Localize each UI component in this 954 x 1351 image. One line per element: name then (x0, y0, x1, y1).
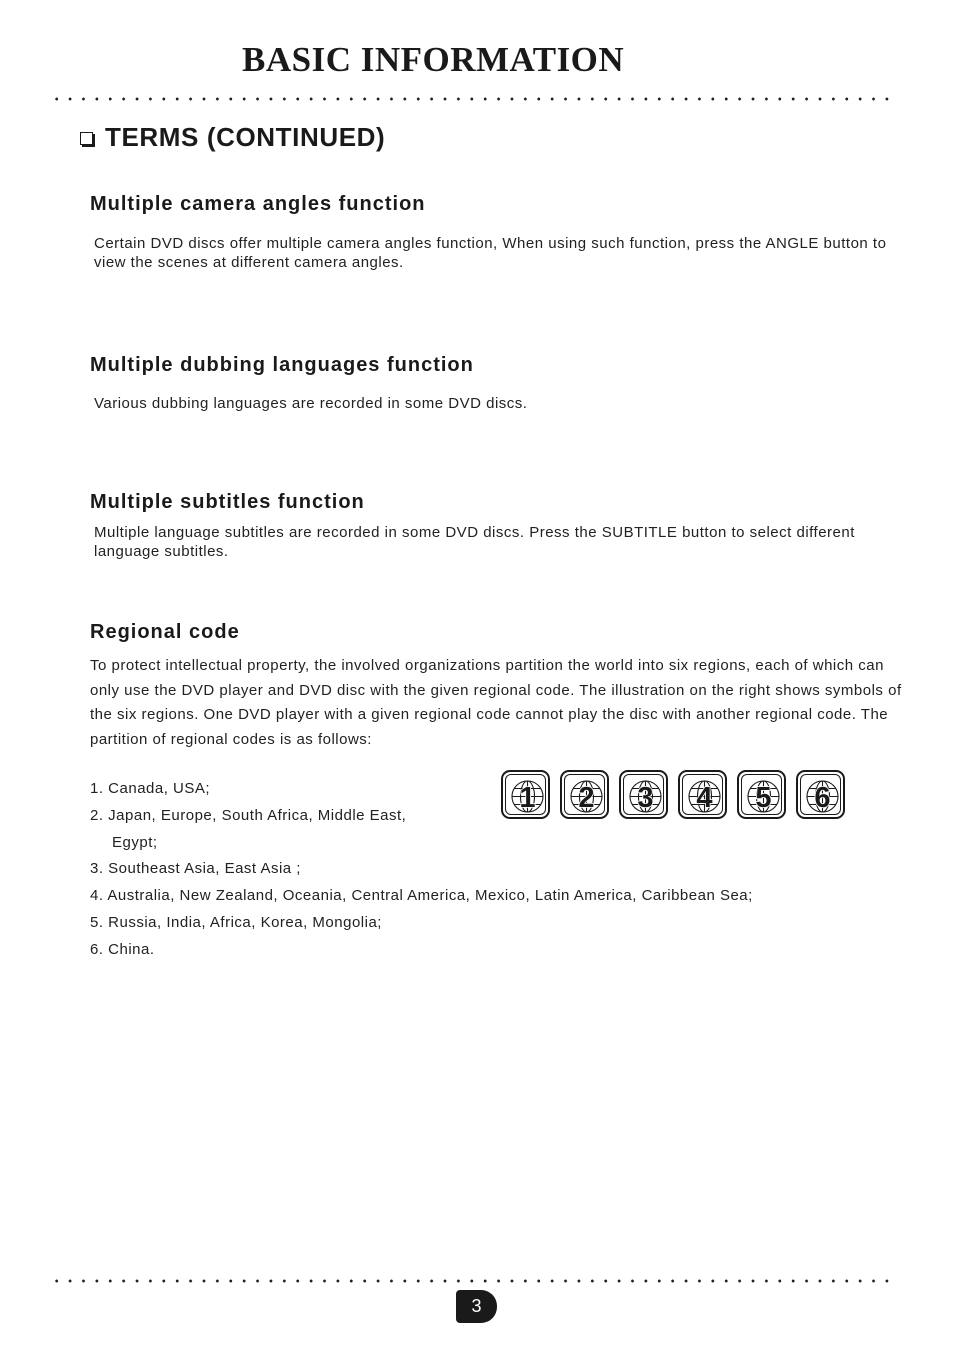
checkbox-icon (80, 132, 93, 145)
globe-region-icon (678, 770, 727, 819)
dotted-divider-top (50, 97, 896, 101)
region-item-2: 2. Japan, Europe, South Africa, Middle East, (90, 806, 407, 824)
region-item-4: 4. Australia, New Zealand, Oceania, Central America, Mexico, Latin America, Caribbean Sea; (90, 887, 753, 905)
section-heading (80, 122, 385, 153)
subtitles-heading: Multiple subtitles function (90, 491, 365, 513)
svg-text:5: 5 (755, 782, 772, 814)
camera-angles-text: Certain DVD discs offer multiple camera angles function, When using such function, press the ANGLE button to view the scenes at different camera angles. (94, 235, 887, 271)
regional-code-heading: Regional code (90, 621, 240, 643)
svg-text:1: 1 (519, 782, 536, 814)
region-item-6: 6. China. (90, 940, 155, 958)
svg-text:6: 6 (814, 782, 831, 814)
region-item-1: 1. Canada, USA; (90, 780, 211, 797)
subtitles-text: Multiple language subtitles are recorded in some DVD discs. Press the SUBTITLE button to select different language subtitles. (94, 524, 855, 560)
regional-code-text: To protect intellectual property, the involved organizations partition the world into six regions, each of which can only use the DVD player and DVD disc with the given regional code. The illustration on the right shows symbols of the six regions. One DVD player with a given regional code cannot play the disc with another regional code. The partition of regional codes is as follows: (90, 657, 902, 749)
page-title: BASIC INFORMATION (242, 40, 625, 79)
section-heading-text: TERMS (CONTINUED) (105, 122, 386, 152)
dotted-divider-bottom (50, 1279, 896, 1283)
page-number-tab: 3 (456, 1290, 497, 1323)
svg-text:3: 3 (637, 782, 654, 814)
region-item-2-continued: Egypt; (112, 833, 158, 851)
svg-text:4: 4 (696, 782, 713, 814)
globe-region-icon (796, 770, 845, 819)
globe-region-icon (501, 770, 550, 819)
dubbing-languages-text: Various dubbing languages are recorded in some DVD discs. (94, 395, 528, 412)
globe-region-icon (737, 770, 786, 819)
globe-region-icon (619, 770, 668, 819)
camera-angles-heading: Multiple camera angles function (90, 193, 426, 215)
region-item-5: 5. Russia, India, Africa, Korea, Mongolia; (90, 913, 382, 931)
globe-region-icon (560, 770, 609, 819)
dubbing-languages-heading: Multiple dubbing languages function (90, 354, 474, 376)
region-badges (501, 770, 845, 819)
region-item-3: 3. Southeast Asia, East Asia ; (90, 860, 301, 878)
svg-text:2: 2 (578, 782, 595, 814)
